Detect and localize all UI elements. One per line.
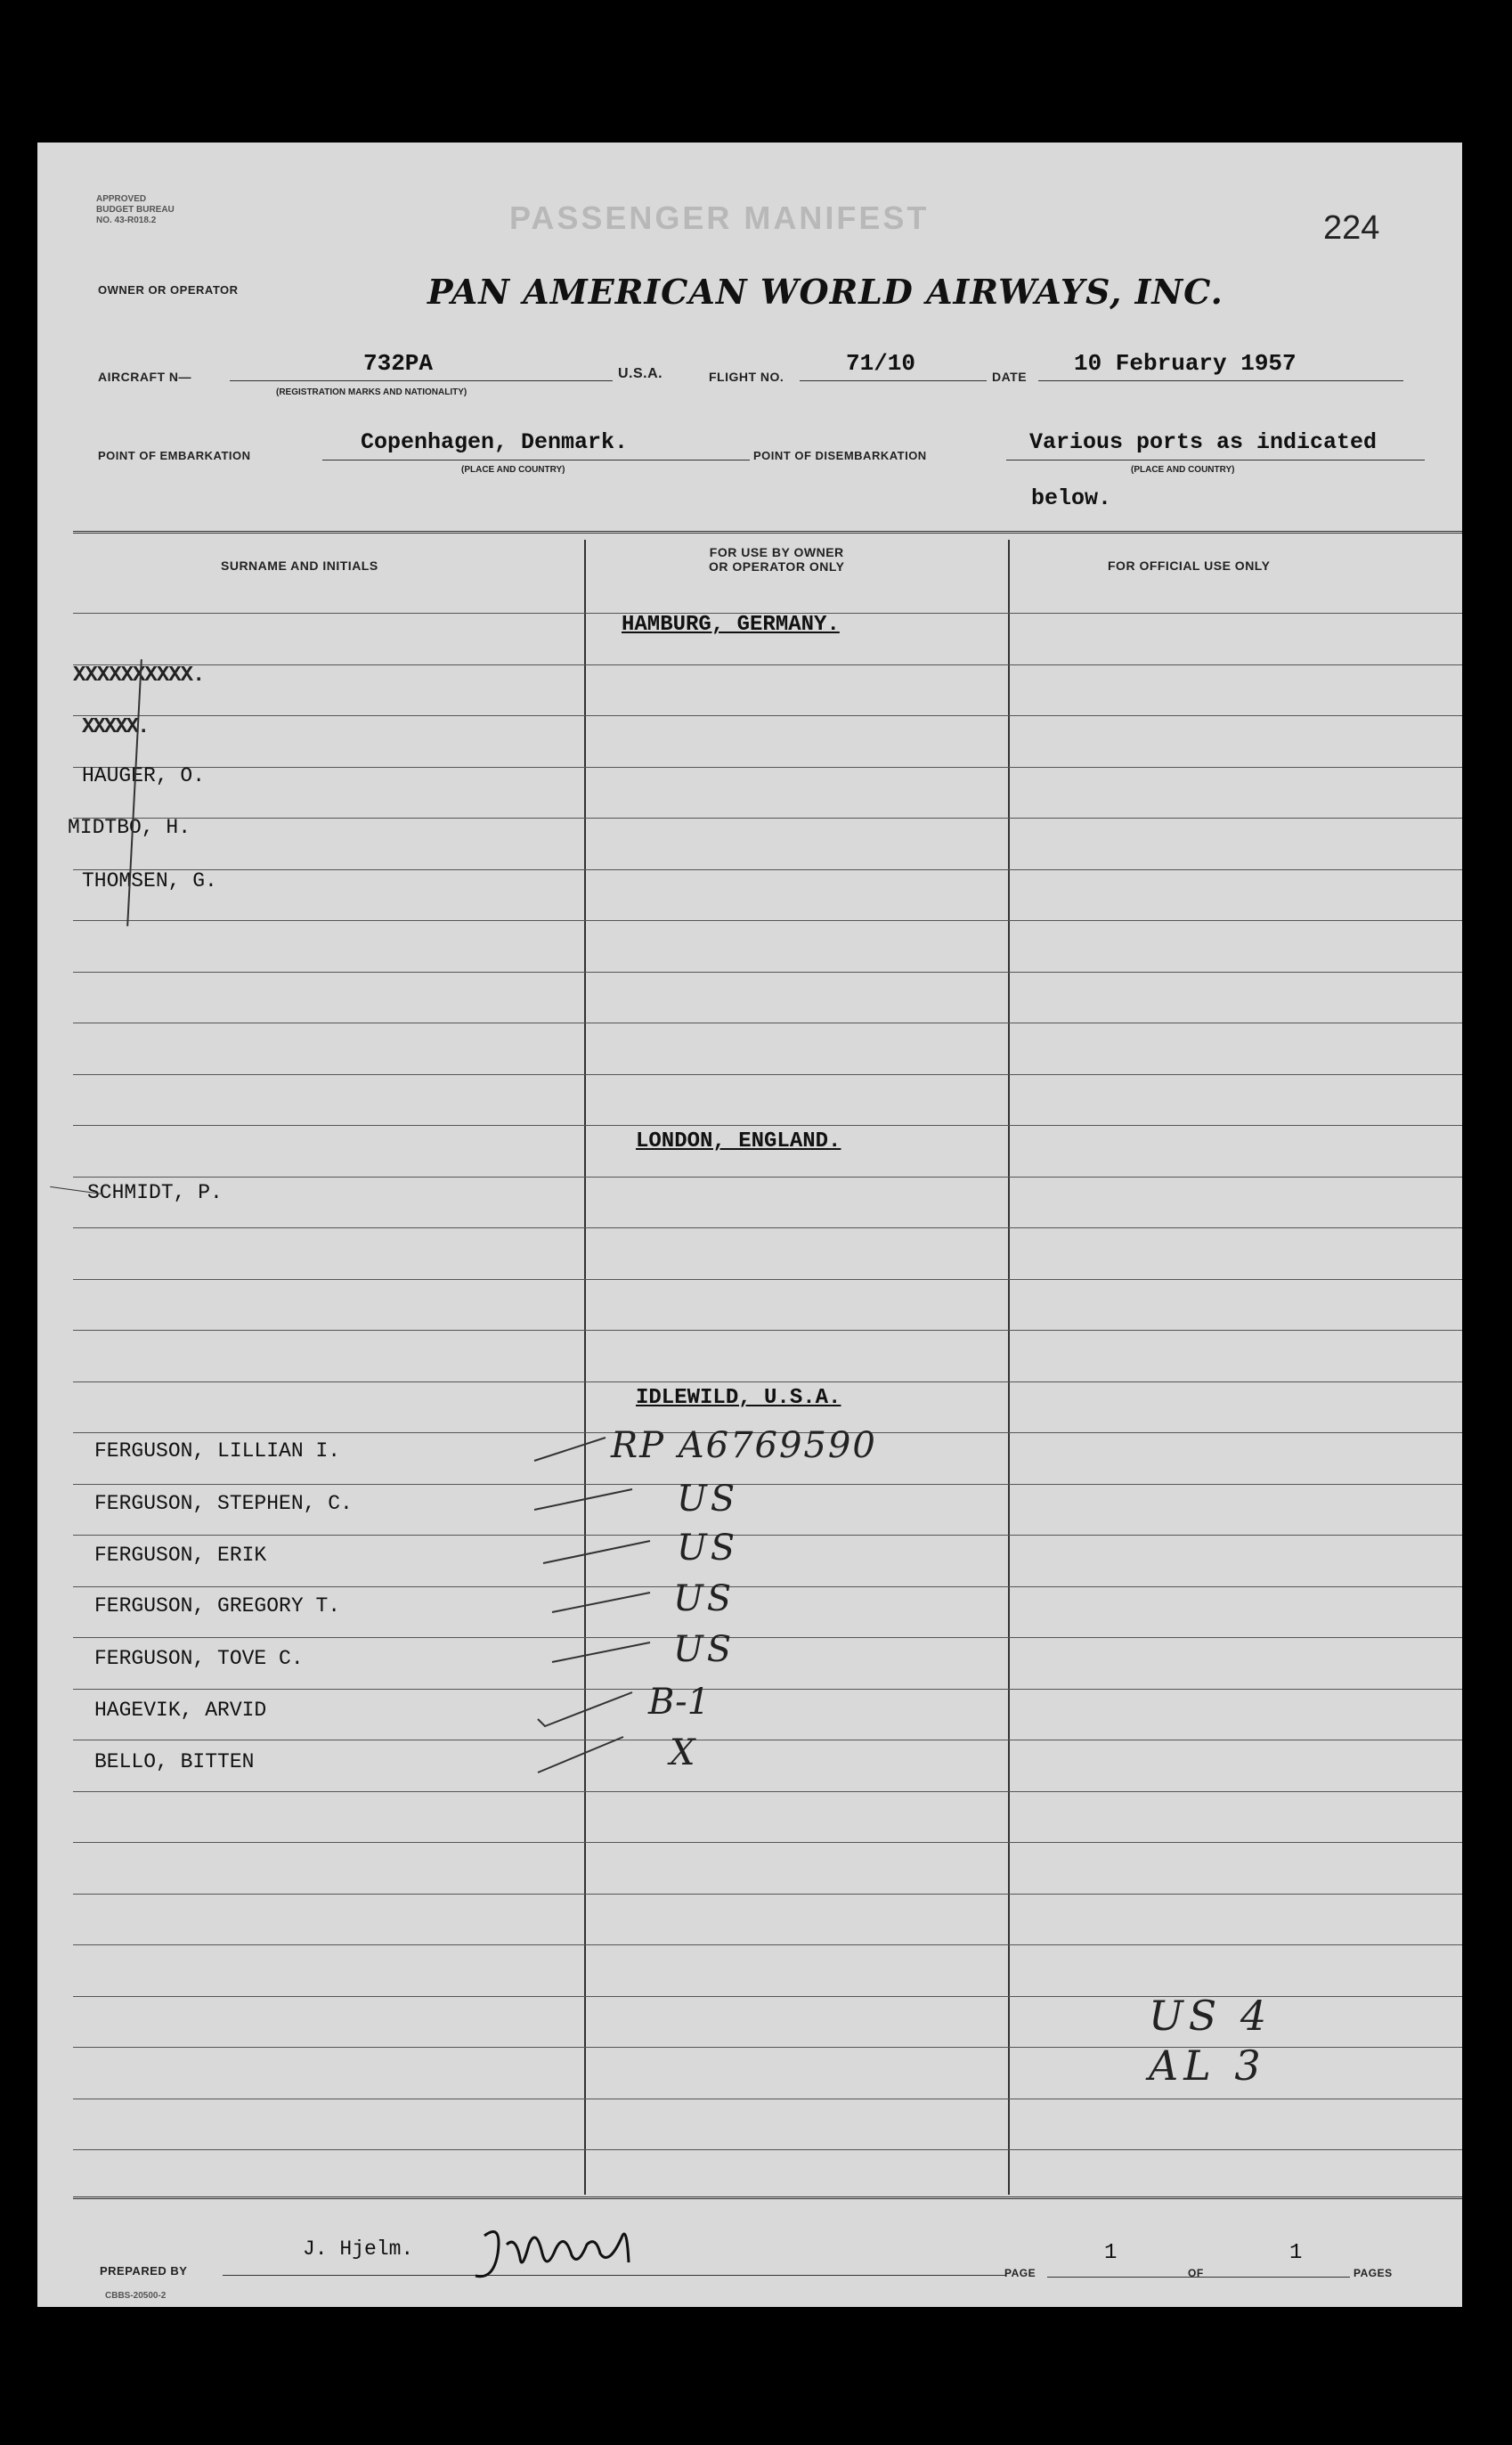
passenger-note: US [677,1528,739,1569]
ruled-line [73,869,1462,870]
column-divider-2 [1008,540,1010,2195]
ruled-line [73,1894,1462,1895]
column-header-owner-use: FOR USE BY OWNER OR OPERATOR ONLY [709,545,845,574]
ruled-line [73,2149,1462,2150]
manifest-sheet [37,143,1462,2307]
ruled-line [73,1586,1462,1587]
aircraft-label: AIRCRAFT N— [98,370,192,384]
ruled-line [73,1227,1462,1228]
section-heading-london: LONDON, ENGLAND. [636,1129,841,1153]
manifest-title: PASSENGER MANIFEST [509,200,930,236]
embarkation-value: Copenhagen, Denmark. [361,429,629,455]
passenger-note: X [670,1732,695,1773]
ruled-line [73,1944,1462,1945]
passenger-note: RP A6769590 [611,1425,877,1466]
passenger-name: FERGUSON, ERIK [94,1544,267,1567]
section-heading-idlewild: IDLEWILD, U.S.A. [636,1386,841,1410]
ruled-line [73,972,1462,973]
tally-alien: AL 3 [1149,2042,1266,2090]
disembarkation-caption: (PLACE AND COUNTRY) [1131,465,1235,475]
ruled-line [73,920,1462,921]
prepared-by-value: J. Hjelm. [303,2237,414,2261]
ruled-line [73,1689,1462,1690]
date-label: DATE [992,370,1028,384]
signature-image [467,2218,654,2289]
owner-name: PAN AMERICAN WORLD AIRWAYS, INC. [427,272,1223,312]
column-header-surname: SURNAME AND INITIALS [221,558,378,573]
passenger-name: BELLO, BITTEN [94,1750,255,1773]
aircraft-caption: (REGISTRATION MARKS AND NATIONALITY) [276,387,467,397]
ruled-line [73,1381,1462,1382]
passenger-name: FERGUSON, GREGORY T. [94,1594,341,1618]
ruled-line [73,1125,1462,1126]
of-label: OF [1188,2267,1204,2279]
passenger-name: HAGEVIK, ARVID [94,1699,267,1722]
section-heading-hamburg: HAMBURG, GERMANY. [622,613,840,637]
passenger-name: FERGUSON, LILLIAN I. [94,1439,341,1463]
embarkation-caption: (PLACE AND COUNTRY) [461,465,565,475]
passenger-name: XXXXX. [82,715,149,739]
of-value: 1 [1289,2241,1303,2265]
form-approval-stamp: APPROVED BUDGET BUREAU NO. 43-R018.2 [96,194,175,225]
ruled-line [73,1791,1462,1792]
owner-label: OWNER OR OPERATOR [98,283,239,297]
passenger-name: THOMSEN, G. [82,869,217,892]
ruled-line [73,1842,1462,1843]
passenger-name: FERGUSON, STEPHEN, C. [94,1492,353,1515]
ruled-line [73,715,1462,716]
ruled-line [73,1330,1462,1331]
usa-label: U.S.A. [618,366,663,381]
disembarkation-continued: below. [1031,485,1112,511]
pages-label: PAGES [1353,2267,1393,2279]
date-value: 10 February 1957 [1074,350,1297,377]
check-marks [525,1425,668,1799]
page-value: 1 [1104,2241,1118,2265]
passenger-name: HAUGER, O. [82,764,206,787]
ruled-line [73,1484,1462,1485]
passenger-name: MIDTBO, H. [68,816,191,839]
handwritten-page-number: 224 [1323,209,1380,247]
passenger-name: XXXXXXXXXX. [73,664,205,688]
column-divider-1 [584,540,586,2195]
tally-us: US 4 [1149,1992,1272,2040]
page-label: PAGE [1004,2267,1036,2279]
disembarkation-label: POINT OF DISEMBARKATION [753,449,927,462]
flight-label: FLIGHT NO. [709,370,784,384]
aircraft-value: 732PA [363,350,434,377]
passenger-note: US [673,1629,736,1670]
passenger-name: SCHMIDT, P. [87,1181,223,1204]
ruled-line [73,1074,1462,1075]
table-bottom-rule [73,2196,1462,2199]
passenger-note: B-1 [648,1682,711,1723]
form-code: CBBS-20500-2 [105,2291,167,2301]
ruled-line [73,1637,1462,1638]
ruled-line [73,1279,1462,1280]
passenger-note: US [673,1578,736,1619]
ruled-line [73,1177,1462,1178]
ruled-line [73,664,1462,665]
flight-value: 71/10 [846,350,916,377]
prepared-by-label: PREPARED BY [100,2264,188,2278]
passenger-name: FERGUSON, TOVE C. [94,1647,304,1670]
embarkation-label: POINT OF EMBARKATION [98,449,251,462]
column-header-official-use: FOR OFFICIAL USE ONLY [1108,558,1271,573]
table-top-rule [73,531,1462,534]
disembarkation-value: Various ports as indicated [1029,429,1378,455]
ruled-line [73,818,1462,819]
ruled-line [73,767,1462,768]
passenger-note: US [677,1479,739,1520]
ruled-line [73,1535,1462,1536]
